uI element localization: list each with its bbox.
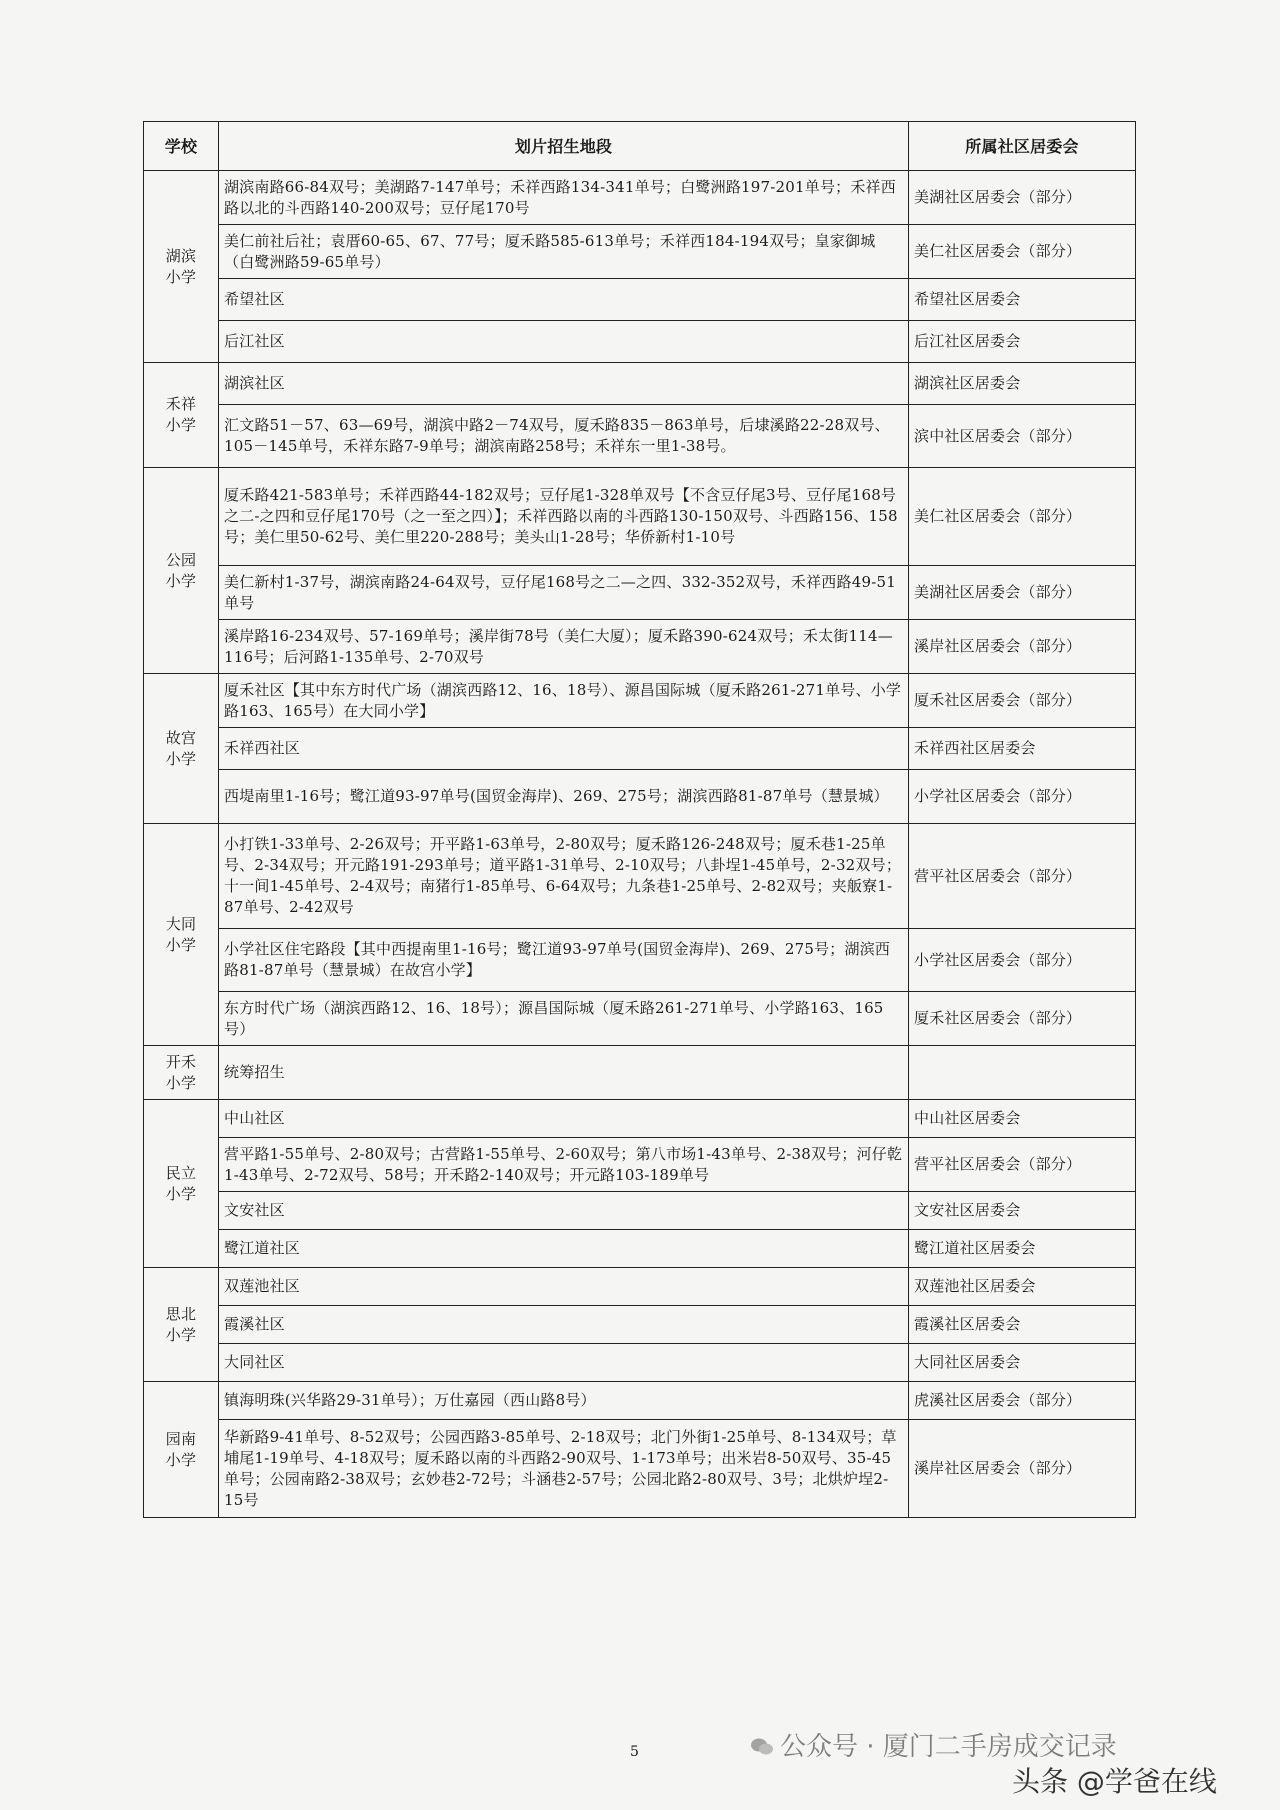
table-row: [144, 321, 1136, 363]
table-row: [144, 1192, 1136, 1230]
zone-cell: 霞溪社区: [219, 1306, 909, 1344]
zone-cell: 禾祥西社区: [219, 728, 909, 770]
school-name: 大同小学: [165, 914, 197, 954]
community-cell: 禾祥西社区居委会: [909, 728, 1136, 770]
header-zone: 划片招生地段: [219, 122, 909, 171]
zone-cell: 华新路9-41单号、8-52双号；公园西路3-85单号、2-18双号；北门外街1-25单号、8-134双号；草埔尾1-19单号、4-18双号；厦禾路以南的斗西路2-90双号、1-173单号；出米岩8-50双号、35-45单号；公园南路2-38双号；玄妙巷2-72号；斗涵巷2-57号；公园北路2-80双号、3号；北烘炉埕2-15号: [219, 1420, 909, 1518]
wechat-icon: [750, 1737, 774, 1757]
watermark: [750, 1726, 1117, 1763]
watermark-text: 公众号 · 厦门二手房成交记录: [780, 1732, 1117, 1762]
school-name-cell: [144, 1100, 219, 1268]
zone-cell: 西堤南里1-16号；鹭江道93-97单号(国贸金海岸)、269、275号；湖滨西路81-87单号（慧景城）: [219, 770, 909, 824]
zone-cell: 统筹招生: [219, 1046, 909, 1100]
school-name-cell: [144, 1046, 219, 1100]
table-row: [144, 992, 1136, 1046]
community-cell: 厦禾社区居委会（部分）: [909, 992, 1136, 1046]
community-cell: [909, 1046, 1136, 1100]
zone-cell: 中山社区: [219, 1100, 909, 1138]
zone-cell: 希望社区: [219, 279, 909, 321]
school-name-cell: [144, 674, 219, 824]
table-row: [144, 1138, 1136, 1192]
table-row: [144, 770, 1136, 824]
table-header-row: [144, 122, 1136, 171]
school-name-cell: [144, 363, 219, 468]
zone-cell: 小打铁1-33单号、2-26双号；开平路1-63单号，2-80双号；厦禾路126-248双号；厦禾巷1-25单号、2-34双号；开元路191-293单号；道平路1-31单号、2-10双号；八卦埕1-45单号，2-32双号；十一间1-45单号、2-4双号；南猪行1-85单号、6-64双号；九条巷1-25单号、2-82双号；夹舨寮1-87单号、2-42双号: [219, 824, 909, 929]
community-cell: 小学社区居委会（部分）: [909, 770, 1136, 824]
zone-cell: 大同社区: [219, 1344, 909, 1382]
zone-cell: 厦禾路421-583单号；禾祥西路44-182双号；豆仔尾1-328单双号【不含豆仔尾3号、豆仔尾168号之二-之四和豆仔尾170号（之一至之四）】；禾祥西路以南的斗西路130-150双号、斗西路156、158号；美仁里50-62号、美仁里220-288号；美头山1-28号；华侨新村1-10号: [219, 468, 909, 566]
header-community: 所属社区居委会: [909, 122, 1136, 171]
table-row: [144, 279, 1136, 321]
table-row: [144, 1306, 1136, 1344]
school-name: 湖滨小学: [165, 246, 197, 286]
community-cell: 双莲池社区居委会: [909, 1268, 1136, 1306]
table-row: [144, 824, 1136, 929]
table-body: [144, 171, 1136, 1518]
community-cell: 虎溪社区居委会（部分）: [909, 1382, 1136, 1420]
table-row: [144, 1100, 1136, 1138]
school-name: 园南小学: [165, 1429, 197, 1469]
school-name: 公园小学: [165, 550, 197, 590]
community-cell: 美湖社区居委会（部分）: [909, 566, 1136, 620]
admission-zone-table: [143, 121, 1136, 1518]
school-name-cell: [144, 171, 219, 363]
table-row: [144, 171, 1136, 225]
header-school: 学校: [144, 122, 219, 171]
community-cell: 文安社区居委会: [909, 1192, 1136, 1230]
zone-cell: 后江社区: [219, 321, 909, 363]
school-name: 禾祥小学: [165, 395, 197, 434]
community-cell: 营平社区居委会（部分）: [909, 824, 1136, 929]
table-row: [144, 468, 1136, 566]
zone-cell: 湖滨社区: [219, 363, 909, 405]
table-row: [144, 728, 1136, 770]
community-cell: 营平社区居委会（部分）: [909, 1138, 1136, 1192]
community-cell: 厦禾社区居委会（部分）: [909, 674, 1136, 728]
community-cell: 湖滨社区居委会: [909, 363, 1136, 405]
zone-cell: 镇海明珠(兴华路29-31单号）；万仕嘉园（西山路8号）: [219, 1382, 909, 1420]
community-cell: 小学社区居委会（部分）: [909, 929, 1136, 992]
school-name-cell: [144, 1268, 219, 1382]
zone-cell: 双莲池社区: [219, 1268, 909, 1306]
zone-cell: 小学社区住宅路段【其中西提南里1-16号；鹭江道93-97单号(国贸金海岸)、269、275号；湖滨西路81-87单号（慧景城）在故宫小学】: [219, 929, 909, 992]
table-row: [144, 1382, 1136, 1420]
zone-cell: 湖滨南路66-84双号；美湖路7-147单号；禾祥西路134-341单号；白鹭洲路197-201单号；禾祥西路以北的斗西路140-200双号；豆仔尾170号: [219, 171, 909, 225]
table-row: [144, 1420, 1136, 1518]
school-name: 故宫小学: [165, 728, 197, 768]
table-row: [144, 363, 1136, 405]
school-name: 思北小学: [165, 1304, 197, 1344]
community-cell: 中山社区居委会: [909, 1100, 1136, 1138]
school-name-cell: [144, 824, 219, 1046]
community-cell: 滨中社区居委会（部分）: [909, 405, 1136, 468]
community-cell: 霞溪社区居委会: [909, 1306, 1136, 1344]
table-row: [144, 1268, 1136, 1306]
table-row: [144, 1344, 1136, 1382]
community-cell: 美仁社区居委会（部分）: [909, 468, 1136, 566]
table-row: [144, 929, 1136, 992]
school-name: 开禾小学: [165, 1052, 197, 1092]
zone-cell: 厦禾社区【其中东方时代广场（湖滨西路12、16、18号）、源昌国际城（厦禾路261-271单号、小学路163、165号）在大同小学】: [219, 674, 909, 728]
zone-cell: 文安社区: [219, 1192, 909, 1230]
zone-cell: 东方时代广场（湖滨西路12、16、18号）；源昌国际城（厦禾路261-271单号、小学路163、165号）: [219, 992, 909, 1046]
zone-cell: 溪岸路16-234双号、57-169单号；溪岸街78号（美仁大厦）；厦禾路390-624双号；禾太街114—116号；后河路1-135单号、2-70双号: [219, 620, 909, 674]
community-cell: 美湖社区居委会（部分）: [909, 171, 1136, 225]
table-row: [144, 674, 1136, 728]
admission-zone-table-page: [143, 121, 1135, 1518]
school-name: 民立小学: [165, 1163, 197, 1203]
table-row: [144, 620, 1136, 674]
community-cell: 大同社区居委会: [909, 1344, 1136, 1382]
community-cell: 鹭江道社区居委会: [909, 1230, 1136, 1268]
zone-cell: 汇文路51－57、63—69号，湖滨中路2－74双号，厦禾路835－863单号，后埭溪路22-28双号、105－145单号，禾祥东路7-9单号；湖滨南路258号；禾祥东一里1-38号。: [219, 405, 909, 468]
school-name-cell: [144, 1382, 219, 1518]
community-cell: 美仁社区居委会（部分）: [909, 225, 1136, 279]
zone-cell: 美仁前社后社；袁厝60-65、67、77号；厦禾路585-613单号；禾祥西184-194双号；皇家御城（白鹭洲路59-65单号）: [219, 225, 909, 279]
zone-cell: 美仁新村1-37号，湖滨南路24-64双号，豆仔尾168号之二—之四、332-352双号，禾祥西路49-51单号: [219, 566, 909, 620]
table-row: [144, 566, 1136, 620]
table-row: [144, 1046, 1136, 1100]
community-cell: 希望社区居委会: [909, 279, 1136, 321]
zone-cell: 营平路1-55单号、2-80双号；古营路1-55单号、2-60双号；第八市场1-43单号、2-38双号；河仔乾1-43单号、2-72双号、58号；开禾路2-140双号；开元路103-189单号: [219, 1138, 909, 1192]
school-name-cell: [144, 468, 219, 674]
zone-cell: 鹭江道社区: [219, 1230, 909, 1268]
table-row: [144, 1230, 1136, 1268]
page-number: 5: [630, 1744, 639, 1760]
table-row: [144, 225, 1136, 279]
table-row: [144, 405, 1136, 468]
community-cell: 溪岸社区居委会（部分）: [909, 1420, 1136, 1518]
community-cell: 溪岸社区居委会（部分）: [909, 620, 1136, 674]
watermark-2: 头条 @学爸在线: [1012, 1765, 1217, 1798]
community-cell: 后江社区居委会: [909, 321, 1136, 363]
